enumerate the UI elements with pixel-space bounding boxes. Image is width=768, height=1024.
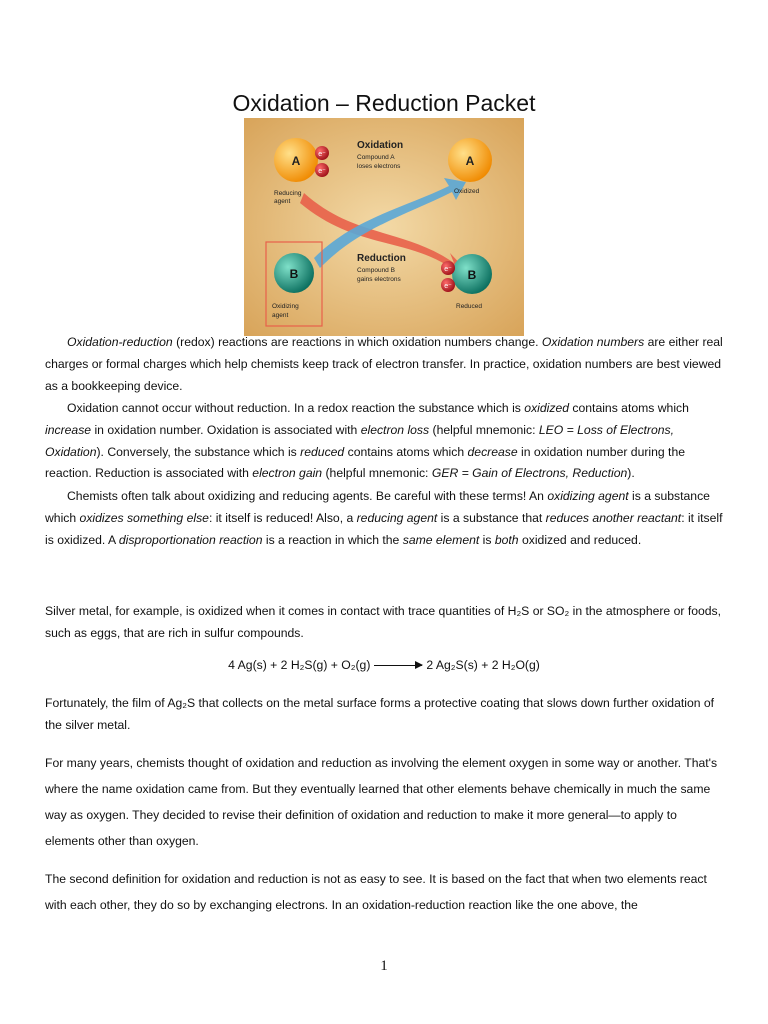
text: : it itself is reduced! Also, a [208, 510, 357, 525]
electron-label: e⁻ [444, 266, 452, 273]
text-em: oxidizing agent [547, 489, 629, 503]
oxidation-sub: Compound A [357, 154, 395, 161]
text: is [479, 532, 495, 547]
text-em: same element [402, 532, 480, 547]
text-em: electron loss [360, 422, 430, 437]
text: Oxidation cannot occur without reduction. In a redox reaction the substance which is [67, 401, 525, 415]
atom-b-right-label: B [467, 268, 477, 282]
oxidized-label: Oxidized [454, 188, 480, 195]
text-em: reducing agent [356, 510, 438, 525]
text: (redox) reactions are reactions in which oxidation numbers change. [172, 335, 542, 349]
oxidation-sub: loses electrons [357, 163, 401, 170]
oxidizing-agent-label: agent [272, 312, 289, 319]
atom-b-left-label: B [289, 267, 299, 281]
text: are either real charges or formal charges which help chemists keep track of electron transfer. In practice, oxidation numbers are best viewed as a bookkeeping device. [45, 335, 723, 393]
atom-a-right-label: A [465, 154, 475, 168]
electron-label: e⁻ [318, 168, 326, 175]
text: (helpful mnemonic: [429, 422, 539, 437]
reduction-heading: Reduction [357, 253, 406, 264]
text-em: both [494, 532, 519, 547]
oxidation-heading: Oxidation [357, 140, 404, 151]
reducing-agent-label: Reducing [274, 190, 302, 197]
text: contains atoms which [344, 444, 468, 459]
text-em: oxidizes something else [79, 510, 209, 525]
paragraph-film: Fortunately, the film of Ag₂S that collects on the metal surface forms a protective coating that slows down further oxidation of the silver metal. [45, 696, 715, 732]
text-em: disproportionation reaction [118, 532, 263, 547]
reduced-label: Reduced [456, 303, 483, 310]
paragraph-second-definition: The second definition for oxidation and reduction is not as easy to see. It is based on the fact that when two elements react with each other, they do so by exchanging electrons. In an oxidation-reduction reaction like the one above, the [45, 872, 707, 912]
oxidizing-agent-label: Oxidizing [272, 303, 299, 310]
paragraph-redox-intro [45, 332, 725, 397]
text-em: increase [45, 422, 92, 437]
page-number: 1 [380, 958, 388, 974]
paragraph-silver: Silver metal, for example, is oxidized when it comes in contact with trace quantities of H₂S or SO₂ in the atmosphere or foods, such as eggs, that are rich in sulfur compounds. [45, 604, 722, 640]
reducing-agent-label: agent [274, 198, 291, 205]
paragraph-oxidation-reduction [45, 398, 725, 485]
text-em: oxidized [524, 401, 570, 415]
electron-label: e⁻ [444, 283, 452, 290]
text: ). [627, 466, 635, 481]
mnemonic-ger: GER = Gain of Electrons, Reduction [431, 466, 628, 481]
paragraph-history: For many years, chemists thought of oxidation and reduction as involving the element oxygen in some way or another. That's where the name oxidation came from. But they eventually learned that other elements behave chemically in much the same way as oxygen. They decided to revise their definition of oxidation and reduction to make it more general—to apply to elements other than oxygen. [45, 756, 718, 848]
equation-left: 4 Ag(s) + 2 H₂S(g) + O₂(g) [228, 658, 371, 672]
text-em: reduces another reactant [545, 510, 682, 525]
reduction-sub: Compound B [357, 267, 395, 274]
text-em: Oxidation numbers [541, 335, 645, 349]
text: ). Conversely, the substance which is [96, 444, 301, 459]
text: contains atoms which [569, 401, 689, 415]
text: in oxidation number during the reaction. Reduction is associated with [45, 444, 686, 481]
text: in oxidation number. Oxidation is associated with [91, 422, 361, 437]
mnemonic-leo: LEO = Loss of Electrons, Oxidation [45, 422, 675, 459]
reduction-sub: gains electrons [357, 276, 401, 283]
text: (helpful mnemonic: [322, 466, 432, 481]
reaction-arrow-icon [374, 665, 422, 666]
text-em: electron gain [252, 466, 323, 481]
electron-label: e⁻ [318, 151, 326, 158]
text-em: Oxidation-reduction [67, 335, 173, 349]
text: is a substance which [45, 489, 710, 525]
text: is a reaction in which the [262, 532, 403, 547]
text-em: decrease [467, 444, 518, 459]
text: : it itself is oxidized. A [45, 510, 723, 547]
atom-a-left-label: A [291, 154, 301, 168]
text: is a substance that [437, 510, 546, 525]
paragraph-agents [45, 486, 725, 551]
page-title: Oxidation – Reduction Packet [232, 90, 536, 116]
text-em: reduced [300, 444, 345, 459]
chemical-equation [0, 658, 768, 672]
text: Chemists often talk about oxidizing and reducing agents. Be careful with these terms! An [67, 489, 548, 503]
text: oxidized and reduced. [518, 532, 642, 547]
equation-right: 2 Ag₂S(s) + 2 H₂O(g) [426, 658, 540, 672]
redox-diagram [244, 118, 524, 336]
